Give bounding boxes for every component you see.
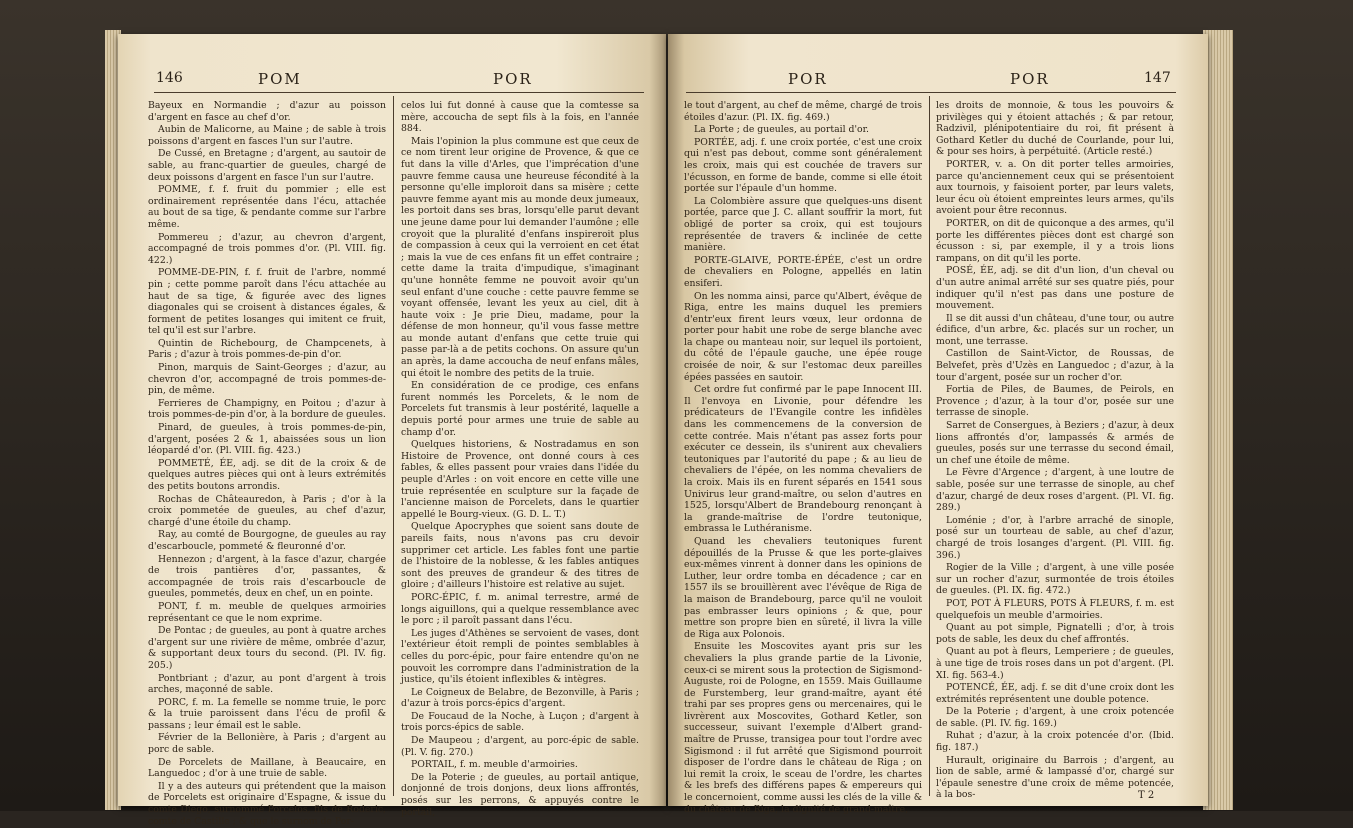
- paragraph: Il se dit aussi d'un château, d'une tour, ou autre édifice, d'un arbre, &c. placés sur un rocher, un mont, une terrasse.: [936, 312, 1174, 347]
- paragraph: POMMETÉ, ÉE, adj. se dit de la croix & de quelques autres pièces qui ont à leurs extrémités des petits boutons arrondis.: [148, 457, 386, 492]
- paragraph: Rogier de la Ville ; d'argent, à une ville posée sur un rocher d'azur, surmontée de trois étoiles de gueules. (Pl. IX. fig. 472.): [936, 562, 1174, 597]
- paragraph: PORC, f. m. La femelle se nomme truie, le porc & la truie paroissent dans l'écu de profil & passans ; leur émail est le sable.: [148, 696, 386, 731]
- paragraph: les droits de monnoie, & tous les pouvoirs & privilèges qui y étoient attachés ; & par retour, Radzivil, plénipotentiaire du roi, fit présent à Gothard Ketler du duché de Courlande, pour lui, & pour ses hoirs, à perpétuité. (Article resté.): [936, 100, 1174, 158]
- paragraph: De la Poterie ; de gueules, au portail antique, donjonné de trois donjons, deux lions affrontés, posés sur les perrons, & appuyés contre le portail,: [401, 771, 639, 818]
- paragraph: PORC-ÉPIC, f. m. animal terrestre, armé de longs aiguillons, qui a quelque ressemblance avec le porc ; il paroît passant dans l'écu.: [401, 591, 639, 627]
- paragraph: POSÉ, ÉE, adj. se dit d'un lion, d'un cheval ou d'un autre animal arrêté sur ses quatre piés, pour indiquer qu'il n'est pas dans une posture de mouvement.: [936, 265, 1174, 312]
- left-column-divider: [393, 96, 394, 796]
- paragraph: POMME-DE-PIN, f. f. fruit de l'arbre, nommé pin ; cette pomme paroît dans l'écu attachée au haut de sa tige, & figurée avec des lignes diagonales qui se croisent à distances égales, & forment de petites losanges qui imitent ce fruit, tel qu'il est sur l'arbre.: [148, 267, 386, 337]
- paragraph: Le Coigneux de Belabre, de Bezonville, à Paris ; d'azur à trois porcs-épics d'argent.: [401, 686, 639, 710]
- paragraph: Pontbriant ; d'azur, au pont d'argent à trois arches, maçonné de sable.: [148, 672, 386, 696]
- right-running-head-right: POR: [1010, 70, 1050, 88]
- paragraph: De Cussé, en Bretagne ; d'argent, au sautoir de sable, au franc-quartier de gueules, chargé de deux poissons d'argent en fasce l'un sur l'autre.: [148, 148, 386, 183]
- right-head-rule: [686, 92, 1176, 93]
- paragraph: Mais l'opinion la plus commune est que ceux de ce nom tirent leur origine de Provence, & que ce fut dans la ville d'Arles, que l'imprécation d'une pauvre femme causa une heureuse fécondité à la personne qu'elle imploroit dans sa misère ; cette pauvre femme ayant mis au monde deux jumeaux, les portoit dans ses bras, lorsqu'elle parut devant une jeune dame pour lui demander l'aumône ; elle croyoit que la pluralité d'enfans inspireroit plus de compassion à ceux qui la verroient en cet état ; mais la vue de ces enfans fit un effet contraire ; cette dame la traita d'impudique, s'imaginant qu'une honnête femme ne pouvoit avoir qu'un seul enfant d'une couche : cette pauvre femme se voyant offensée, levant les yeux au ciel, dit à haute voix : Je prie Dieu, madame, pour la défense de mon honneur, qu'il vous fasse mettre au monde autant d'enfans que cette truie qui passe par-là a de petits cochons. On assure qu'un an après, la dame accoucha de neuf enfans mâles, qui étoit le nombre des petits de la truie.: [401, 135, 639, 379]
- paragraph: La Colombière assure que quelques-uns disent portée, parce que J. C. allant souffrir la mort, fut obligé de porter sa croix, qui est toujours représentée de travers & inclinée de cette manière.: [684, 195, 922, 254]
- paragraph: De Maupeou ; d'argent, au porc-épic de sable. (Pl. V. fig. 270.): [401, 735, 639, 758]
- left-running-head-left: POM: [258, 70, 302, 88]
- left-page-number: 146: [156, 70, 183, 86]
- paragraph: PORTÉE, adj. f. une croix portée, c'est une croix qui n'est pas debout, comme sont généralement les croix, mais qui est couchée de travers sur l'écusson, en forme de bande, comme si elle étoit portée sur l'épaule d'un homme.: [684, 136, 922, 195]
- left-column-1: [148, 100, 386, 828]
- left-page: [118, 34, 666, 827]
- paragraph: Fortia de Piles, de Baumes, de Peirols, en Provence ; d'azur, à la tour d'or, posée sur une terrasse de sinople.: [936, 384, 1174, 419]
- paragraph: Quant au pot à fleurs, Lemperiere ; de gueules, à une tige de trois roses dans un pot d'argent. (Pl. XI. fig. 563-4.): [936, 646, 1174, 681]
- right-running-head-left: POR: [788, 70, 828, 88]
- paragraph: PORTER, on dit de quiconque a des armes, qu'il porte les différentes pièces dont est chargé son écusson : si, par exemple, il y a trois lions rampans, on dit qu'il les porte.: [936, 217, 1174, 264]
- signature-mark: T 2: [1138, 790, 1155, 801]
- paragraph: Sarret de Consergues, à Beziers ; d'azur, à deux lions affrontés d'or, lampassés & armés de gueules, posés sur une terrasse du second émail, un chef une étoile de même.: [936, 420, 1174, 466]
- paragraph: Ray, au comté de Bourgogne, de gueules au ray d'escarboucle, pommeté & fleuronné d'or.: [148, 529, 386, 552]
- paragraph: Ruhat ; d'azur, à la croix potencée d'or. (Ibid. fig. 187.): [936, 730, 1174, 754]
- paragraph: De Foucaud de la Noche, à Luçon ; d'argent à trois porcs-épics de sable.: [401, 710, 639, 734]
- paragraph: Aubin de Malicorne, au Maine ; de sable à trois poissons d'argent en fasces l'un sur l'autre.: [148, 124, 386, 147]
- paragraph: Ensuite les Moscovites ayant pris sur les chevaliers la plus grande partie de la Livonie, ceux-ci se mirent sous la protection de Sigismond-Auguste, roi de Pologne, en 1559. Mais Guillaume de Furstemberg, leur grand-maître, ayant été trahi par ses propres gens ou mercenaires, qui le livrèrent aux Moscovites, Gothard Ketler, son successeur, suivant l'exemple d'Albert grand-maître de Prusse, transigea pour tout l'ordre avec Sigismond : il fut arrêté que Sigismond pourroit disposer de l'ordre dans le château de Riga ; on lui remit la croix, le sceau de l'ordre, les chartes & les brefs des différens papes & empereurs qui le concernoient, comme aussi les clés de la ville & du château de Riga, la dignité de grand-maître,: [684, 641, 922, 815]
- paragraph: celos lui fut donné à cause que la comtesse sa mère, accoucha de sept fils à la fois, en l'année 884.: [401, 100, 639, 135]
- right-column-2: [936, 100, 1174, 802]
- paragraph: Bayeux en Normandie ; d'azur au poisson d'argent en fasce au chef d'or.: [148, 100, 386, 123]
- left-running-head-right: POR: [493, 70, 533, 88]
- paragraph: Ferrieres de Champigny, en Poitou ; d'azur à trois pommes-de-pin d'or, à la bordure de gueules.: [148, 397, 386, 421]
- paragraph: Hurault, originaire du Barrois ; d'argent, au lion de sable, armé & lampassé d'or, chargé sur l'épaule senestre d'une croix de même potencée, à la bos-: [936, 754, 1174, 801]
- paragraph: En considération de ce prodige, ces enfans furent nommés les Porcelets, & le nom de Porcelets fut transmis à leur postérité, laquelle a depuis porté pour armes une truie de sable au champ d'or.: [401, 380, 639, 438]
- paragraph: Rochas de Châteauredon, à Paris ; d'or à la croix pommetée de gueules, au chef d'azur, chargé d'une étoile du champ.: [148, 493, 386, 528]
- right-column-divider: [929, 96, 930, 796]
- right-column-1: [684, 100, 922, 816]
- paragraph: PORTE-GLAIVE, PORTE-ÉPÉE, c'est un ordre de chevaliers en Pologne, appellés en latin ensiferi.: [684, 254, 922, 289]
- right-page-number: 147: [1144, 70, 1171, 86]
- left-head-rule: [154, 92, 644, 93]
- paragraph: Loménie ; d'or, à l'arbre arraché de sinople, posé sur un tourteau de sable, au chef d'azur, chargé de trois losanges d'argent. (Pl. VIII. fig. 396.): [936, 514, 1174, 561]
- right-page: [668, 34, 1208, 815]
- paragraph: On les nomma ainsi, parce qu'Albert, évêque de Riga, entre les mains duquel les premiers d'entr'eux firent leurs vœux, leur ordonna de porter pour habit une robe de serge blanche avec la chape ou manteau noir, sur lequel ils portoient, du côté de l'épaule gauche, une épée rouge croisée de noir, & sur l'estomac deux pareilles épées passées en sautoir.: [684, 290, 922, 383]
- paragraph: De la Poterie ; d'argent, à une croix potencée de sable. (Pl. IV. fig. 169.): [936, 706, 1174, 729]
- paragraph: Pinon, marquis de Saint-Georges ; d'azur, au chevron d'or, accompagné de trois pommes-de-pin, de même.: [148, 362, 386, 397]
- paragraph: Quintin de Richebourg, de Champcenets, à Paris ; d'azur à trois pommes-de-pin d'or.: [148, 337, 386, 361]
- paragraph: Quant au pot simple, Pignatelli ; d'or, à trois pots de sable, les deux du chef affrontés.: [936, 622, 1174, 645]
- paragraph: Pommereu ; d'azur, au chevron d'argent, accompagné de trois pommes d'or. (Pl. VIII. fig. 422.): [148, 231, 386, 266]
- paragraph: Février de la Bellonière, à Paris ; d'argent au porc de sable.: [148, 732, 386, 756]
- paragraph: Hennezon ; d'argent, à la fasce d'azur, chargée de trois pantières d'or, passantes, & accompagnée de trois rais d'escarboucle de gueules, pommetés, deux en chef, un en pointe.: [148, 553, 386, 600]
- paragraph: Castillon de Saint-Victor, de Roussas, de Belvefet, près d'Uzès en Languedoc ; d'azur, à la tour d'argent, posée sur un rocher d'or.: [936, 348, 1174, 383]
- paragraph: PORTAIL, f. m. meuble d'armoiries.: [411, 759, 578, 771]
- paragraph: Cet ordre fut confirmé par le pape Innocent III. Il l'envoya en Livonie, pour défendre les prédicateurs de l'Evangile contre les infidèles dans les commencemens de la conversion de cette contrée. Mais n'étant pas assez forts pour exécuter ce dessein, ils s'unirent aux chevaliers teutoniques par l'autorité du pape ; & au lieu de chevaliers de l'épée, on les nomma chevaliers de la croix. Mais ils en furent séparés en 1541 sous Univirus leur grand-maître, ou selon d'autres en 1525, lorsqu'Albert de Brandebourg renonçant à la grande-maîtrise de l'ordre teutonique, embrassa le Luthéranisme.: [684, 384, 922, 535]
- paragraph: Pinard, de gueules, à trois pommes-de-pin, d'argent, posées 2 & 1, abaissées sous un lion léopardé d'or. (Pl. VIII. fig. 423.): [148, 422, 386, 457]
- paragraph: Les juges d'Athènes se servoient de vases, dont l'extérieur étoit rempli de pointes semblables à celles du porc-épic, pour faire entendre qu'on ne pouvoit les corrompre dans l'administration de la justice, qu'ils étoient inflexibles & intègres.: [401, 627, 639, 686]
- paragraph: Quelque Apocryphes que soient sans doute de pareils faits, nous n'avons pas cru devoir supprimer cet article. Les fables font une partie de l'histoire de la noblesse, & les fables antiques sont des preuves de grandeur & des titres de gloire ; d'ailleurs l'histoire est relative au sujet.: [401, 521, 639, 591]
- paragraph: PONT, f. m. meuble de quelques armoiries représentant ce que le nom exprime.: [148, 600, 386, 624]
- paragraph: La Porte ; de gueules, au portail d'or.: [694, 124, 870, 136]
- paragraph: PORTER, v. a. On dit porter telles armoiries, parce qu'anciennement ceux qui se présentoient aux tournois, y faisoient porter, par leurs valets, leur écu où étoient empreintes leurs armes, qu'ils avoient pour être reconnus.: [936, 158, 1174, 217]
- paragraph: Quand les chevaliers teutoniques furent dépouillés de la Prusse & que les porte-glaives eux-mêmes vinrent à donner dans les opinions de Luther, leur ordre tomba en décadence ; car en 1557 ils se brouillèrent avec l'évêque de Riga de la maison de Brandebourg, parce qu'il ne vouloit pas embrasser leurs opinions ; & que, pour mettre son propre bien en sûreté, il livra la ville de Riga aux Polonois.: [684, 535, 922, 640]
- paragraph: le tout d'argent, au chef de même, chargé de trois étoiles d'azur. (Pl. IX. fig. 469.): [684, 100, 922, 123]
- left-column-2: [401, 100, 639, 819]
- paragraph: De Pontac ; de gueules, au pont à quatre arches d'argent sur une rivière de même, ombrée d'azur, & supportant deux tours du second. (Pl. IV. fig. 205.): [148, 625, 386, 671]
- paragraph: Il y a des auteurs qui prétendent que la maison de Porcelets est originaire d'Espagne, & issue du comte Diego, surnommé Porcelos, fils de Roderic, comte de Castille ; & que le surnom de Por-: [148, 780, 386, 827]
- paragraph: POT, POT À FLEURS, POTS À FLEURS, f. m. est quelquefois un meuble d'armoiries.: [936, 597, 1174, 621]
- paragraph: De Porcelets de Maillane, à Beaucaire, en Languedoc ; d'or à une truie de sable.: [148, 756, 386, 780]
- paragraph: POTENCÉ, ÉE, adj. f. se dit d'une croix dont les extrémités représentent une double potence.: [936, 682, 1174, 705]
- paragraph: Quelques historiens, & Nostradamus en son Histoire de Provence, ont donné cours à ces fables, & elles passent pour vraies dans l'idée du peuple d'Arles : on voit encore en cette ville une truie représentée en sculpture sur la façade de l'ancienne maison de Porcelets, dans le quartier appellé le Bourg-vieux. (G. D. L. T.): [401, 439, 639, 520]
- paragraph: POMME, f. f. fruit du pommier ; elle est ordinairement représentée dans l'écu, attachée au bout de sa tige, & pendante comme sur l'arbre même.: [148, 184, 386, 230]
- paragraph: Le Fèvre d'Argence ; d'argent, à une loutre de sable, posée sur une terrasse de sinople, au chef d'azur, chargé de deux roses d'argent. (Pl. VI. fig. 289.): [936, 467, 1174, 514]
